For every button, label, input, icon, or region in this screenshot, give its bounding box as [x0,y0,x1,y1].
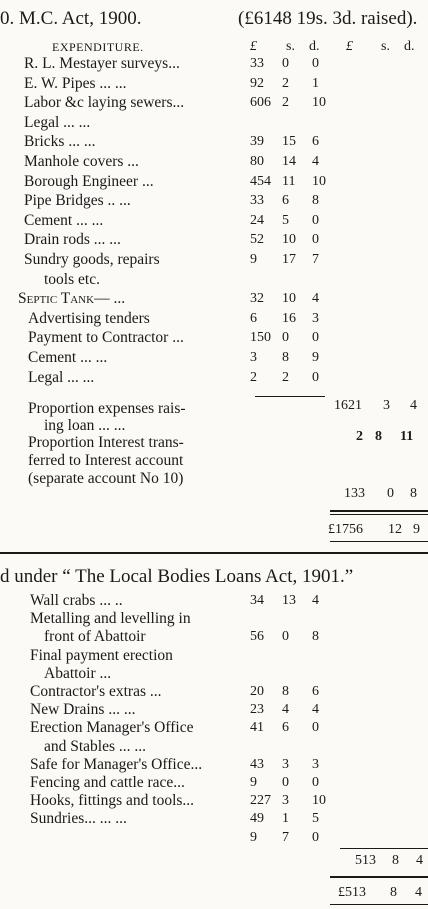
row-shillings: 2 [282,75,289,91]
row-pence: 0 [312,330,319,346]
row-pounds: 454 [250,173,271,189]
expenditure-label: EXPENDITURE. [52,40,144,54]
row-shillings: 14 [282,154,296,169]
row-label: Labor &c laying sewers... [24,94,185,112]
row-pence: 4 [312,593,319,608]
section1-subtotal-pence: 4 [410,398,417,413]
row-pounds: 9 [250,829,257,845]
proportion-expenses-line1: Proportion expenses rais- [28,400,186,417]
row-shillings: 10 [282,232,296,248]
row-label: Sundry goods, repairs [24,251,160,268]
row-pence: 10 [312,173,326,189]
proportion-expenses-pounds: 2 [356,429,363,444]
row-pounds: 33 [250,56,264,71]
row-pence: 0 [312,232,319,248]
row-shillings: 1 [282,811,289,827]
row-label: Cement ... ... [28,349,108,366]
total-rule-bottom [330,541,428,542]
section1-subtotal-shillings: 3 [383,398,390,413]
row-pounds: 606 [250,95,271,111]
row-pence: 0 [312,720,319,736]
row-pounds: 41 [250,720,264,736]
proportion-interest-line1: Proportion Interest trans- [28,434,184,451]
row-label: Fencing and cattle race... [30,774,185,791]
row-label: Septic Tank— ... [18,290,126,308]
col-pounds: £ [250,39,257,54]
row-label: Advertising tenders [28,309,150,327]
row-pence: 6 [312,134,319,150]
col-shillings: s. [286,39,295,54]
col-shillings-2: s. [381,39,390,54]
row-label: Legal ... ... [28,368,95,386]
row-pence: 4 [312,702,319,718]
row-label: R. L. Mestayer surveys... [24,55,180,72]
row-pounds: 3 [250,350,257,365]
section-divider [0,552,428,554]
row-label: Final payment erection [30,646,173,664]
row-shillings: 3 [282,793,289,809]
section1-subtotal-pounds: 1621 [334,398,362,413]
interest-shillings: 0 [387,486,394,501]
row-pounds: 2 [250,369,257,385]
row-pence: 6 [312,684,319,699]
row-pence: 4 [312,154,319,169]
row-pence: 8 [312,193,319,209]
row-shillings: 11 [282,173,296,189]
section2-total-rule-bottom [330,904,428,905]
row-label: Payment to Contractor ... [28,329,184,347]
row-label: front of Abattoir [44,628,146,646]
row-pence: 0 [312,56,319,71]
row-pounds: 56 [250,629,264,645]
row-label: Drain rods ... ... [24,231,121,249]
row-pence: 9 [312,350,319,365]
row-label: Manhole covers ... [24,153,139,170]
row-label: Contractor's extras ... [30,683,162,700]
section1-heading-left: 0. M.C. Act, 1900. [0,8,142,29]
col-pence: d. [309,39,320,54]
row-shillings: 7 [282,829,289,845]
row-pence: 4 [312,291,319,307]
row-label: Erection Manager's Office [30,719,194,737]
col-pence-2: d. [404,39,415,54]
row-shillings: 5 [282,212,289,228]
row-pounds: 33 [250,193,264,209]
row-shillings: 2 [282,369,289,385]
row-shillings: 0 [282,330,289,346]
section1-grand-total-pence: 9 [413,522,420,537]
row-label: Pipe Bridges .. ... [24,192,131,210]
row-label: Safe for Manager's Office... [30,755,203,773]
row-label: tools etc. [44,270,100,288]
row-pounds: 9 [250,252,257,267]
row-pence: 0 [312,369,319,385]
section1-grand-total-pounds: £1756 [328,522,363,537]
row-pence: 8 [312,629,319,645]
row-pounds: 43 [250,756,264,772]
row-pounds: 20 [250,684,264,699]
row-shillings: 6 [282,193,289,209]
row-shillings: 16 [282,310,296,326]
proportion-interest-line2: ferred to Interest account [28,452,184,469]
row-label: Bricks ... ... [24,133,96,151]
section1-rule [255,396,325,397]
section2-rule [340,848,428,849]
row-shillings: 15 [282,134,296,150]
row-pence: 3 [312,756,319,772]
section2-heading: d under “ The Local Bodies Loans Act, 1901.” [0,566,354,587]
row-pounds: 23 [250,702,264,718]
section1-heading-right: (£6148 19s. 3d. raised). [238,8,418,29]
row-pence: 0 [312,775,319,790]
row-pounds: 34 [250,593,264,608]
row-shillings: 4 [282,702,289,718]
section1-grand-total-shillings: 12 [388,522,402,537]
row-pounds: 32 [250,291,264,307]
row-pounds: 227 [250,793,271,809]
row-shillings: 2 [282,95,289,111]
row-label: New Drains ... ... [30,701,136,719]
total-rule-top [330,510,428,512]
row-label: Wall crabs ... .. [30,592,123,609]
section2-grand-total-shillings: 8 [390,885,397,900]
row-pence: 7 [312,252,319,267]
row-pounds: 150 [250,330,271,346]
row-shillings: 0 [282,629,289,645]
proportion-expenses-shillings: 8 [375,429,382,444]
row-shillings: 8 [282,684,289,699]
row-shillings: 6 [282,720,289,736]
row-pence: 5 [312,811,319,827]
row-pence: 0 [312,829,319,845]
section2-subtotal-shillings: 8 [392,853,399,868]
total-rule-top-2 [330,514,428,515]
row-shillings: 0 [282,775,289,790]
row-label: Sundries... ... ... [30,810,127,828]
row-shillings: 3 [282,756,289,772]
row-shillings: 17 [282,252,296,267]
row-shillings: 10 [282,291,296,307]
row-pounds: 52 [250,232,264,248]
row-pounds: 24 [250,212,264,228]
row-pounds: 39 [250,134,264,150]
section2-grand-total-pounds: £513 [338,885,366,900]
row-shillings: 0 [282,56,289,71]
row-label: E. W. Pipes ... ... [24,74,127,92]
row-pounds: 49 [250,811,264,827]
row-shillings: 8 [282,350,289,365]
section2-grand-total-pence: 4 [415,885,422,900]
proportion-interest-line3: (separate account No 10) [28,470,184,487]
row-shillings: 13 [282,593,296,608]
row-label: Abattoir ... [44,664,112,682]
row-pence: 10 [312,95,326,111]
row-pence: 0 [312,212,319,228]
section2-subtotal-pence: 4 [416,853,423,868]
section2-total-rule [330,876,428,878]
row-label: and Stables ... ... [44,737,147,755]
row-pounds: 92 [250,75,264,91]
row-label: Legal ... ... [24,113,91,131]
row-label: Borough Engineer ... [24,172,154,190]
col-pounds-2: £ [346,39,353,54]
row-label: Metalling and levelling in [30,610,191,628]
row-pence: 1 [312,75,319,91]
proportion-expenses-pence: 11 [400,429,414,444]
proportion-expenses-line2: ing loan ... ... [44,417,126,434]
interest-pounds: 133 [344,486,365,501]
row-pence: 10 [312,793,326,809]
row-label: Cement ... ... [24,211,104,229]
row-label: Hooks, fittings and tools... [30,792,195,810]
row-pounds: 9 [250,775,257,790]
interest-pence: 8 [410,486,417,501]
section2-subtotal-pounds: 513 [355,853,376,868]
row-pounds: 6 [250,310,257,326]
row-pence: 3 [312,310,319,326]
row-pounds: 80 [250,154,264,169]
